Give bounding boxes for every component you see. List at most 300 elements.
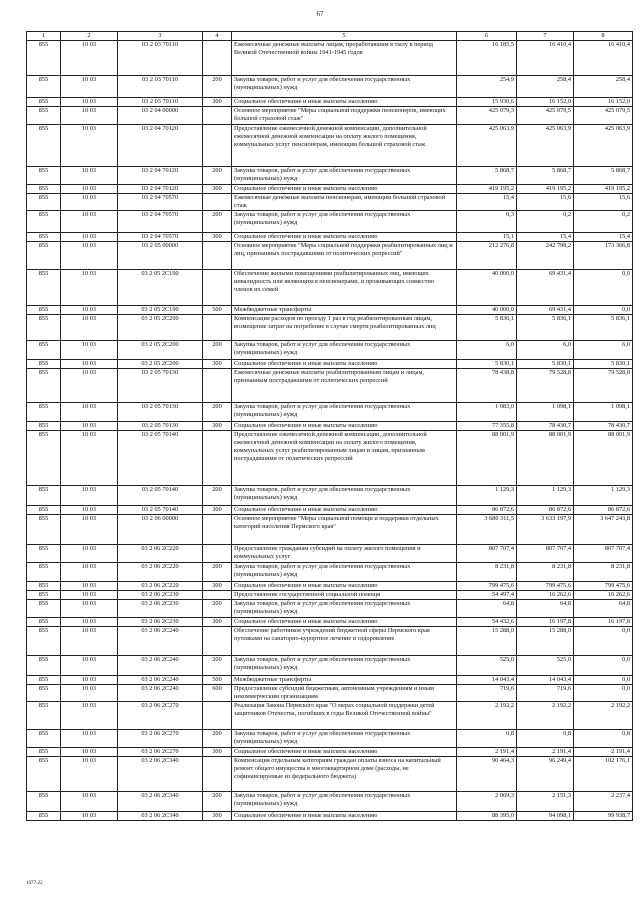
- section-code-cell: 10 03: [61, 506, 118, 515]
- target-article-code-cell: 03 2 06 2C270: [118, 730, 203, 748]
- section-code-cell: 10 03: [61, 748, 118, 757]
- expense-type-code-cell: [203, 515, 232, 545]
- grbs-code-cell: 855: [27, 730, 61, 748]
- table-row: [27, 233, 633, 242]
- section-code-cell: 10 03: [61, 730, 118, 748]
- grbs-code-cell: 855: [27, 211, 61, 233]
- section-code-cell: 10 03: [61, 757, 118, 792]
- target-article-code-cell: 03 2 03 70110: [118, 76, 203, 98]
- expense-type-code-cell: 200: [203, 76, 232, 98]
- amount-year-1-cell: 54 432,6: [457, 618, 517, 627]
- amount-year-1-cell: 3 680 311,5: [457, 515, 517, 545]
- item-name-cell: Обеспечение работников учреждений бюджетной сферы Пермского края путевками на санаторно-курортное лечение и оздоровление: [232, 627, 457, 656]
- expense-type-code-cell: [203, 242, 232, 270]
- budget-table: [26, 31, 633, 821]
- expense-type-code-cell: 200: [203, 341, 232, 360]
- expense-type-code-cell: 300: [203, 748, 232, 757]
- amount-year-3-cell: 15,4: [574, 233, 633, 242]
- amount-year-2-cell: 425 063,9: [517, 125, 574, 167]
- expense-type-code-cell: 500: [203, 306, 232, 315]
- target-article-code-cell: 03 2 05 2C200: [118, 341, 203, 360]
- table-row: [27, 211, 633, 233]
- header-cell: 8: [574, 32, 633, 41]
- table-row: [27, 627, 633, 656]
- table-row: [27, 506, 633, 515]
- section-code-cell: 10 03: [61, 792, 118, 812]
- header-cell: 5: [232, 32, 457, 41]
- item-name-cell: Социальное обеспечение и иные выплаты населению: [232, 360, 457, 369]
- table-row: [27, 730, 633, 748]
- table-row: [27, 369, 633, 403]
- grbs-code-cell: 855: [27, 167, 61, 185]
- target-article-code-cell: 03 2 04 70570: [118, 233, 203, 242]
- amount-year-2-cell: 5 836,1: [517, 315, 574, 341]
- target-article-code-cell: 03 2 05 2C200: [118, 360, 203, 369]
- amount-year-1-cell: 799 475,6: [457, 582, 517, 591]
- amount-year-2-cell: 6,0: [517, 341, 574, 360]
- amount-year-2-cell: 86 872,6: [517, 506, 574, 515]
- expense-type-code-cell: [203, 125, 232, 167]
- amount-year-3-cell: 2 192,2: [574, 702, 633, 730]
- amount-year-3-cell: 5 868,7: [574, 167, 633, 185]
- amount-year-2-cell: 0,2: [517, 211, 574, 233]
- grbs-code-cell: 855: [27, 515, 61, 545]
- expense-type-code-cell: 200: [203, 730, 232, 748]
- amount-year-2-cell: 258,4: [517, 76, 574, 98]
- expense-type-code-cell: 200: [203, 600, 232, 618]
- grbs-code-cell: 855: [27, 194, 61, 211]
- grbs-code-cell: 855: [27, 702, 61, 730]
- expense-type-code-cell: [203, 369, 232, 403]
- grbs-code-cell: 855: [27, 125, 61, 167]
- grbs-code-cell: 855: [27, 792, 61, 812]
- amount-year-3-cell: 6,0: [574, 341, 633, 360]
- section-code-cell: 10 03: [61, 515, 118, 545]
- amount-year-1-cell: 5 868,7: [457, 167, 517, 185]
- amount-year-1-cell: 15,1: [457, 233, 517, 242]
- grbs-code-cell: 855: [27, 107, 61, 125]
- item-name-cell: Закупка товаров, работ и услуг для обеспечения государственных (муниципальных) нужд: [232, 403, 457, 422]
- amount-year-2-cell: 425 079,5: [517, 107, 574, 125]
- target-article-code-cell: 03 2 04 70570: [118, 211, 203, 233]
- amount-year-2-cell: 5 868,7: [517, 167, 574, 185]
- expense-type-code-cell: 200: [203, 792, 232, 812]
- table-row: [27, 41, 633, 76]
- amount-year-2-cell: 799 475,6: [517, 582, 574, 591]
- item-name-cell: Основное мероприятие "Меры социальной поддержки реабилитированных лиц и лиц, признанных пострадавшими от политических репрессий": [232, 242, 457, 270]
- target-article-code-cell: 03 2 05 70130: [118, 403, 203, 422]
- amount-year-1-cell: 90 464,3: [457, 757, 517, 792]
- grbs-code-cell: 855: [27, 600, 61, 618]
- amount-year-2-cell: 719,6: [517, 685, 574, 702]
- section-code-cell: 10 03: [61, 656, 118, 676]
- expense-type-code-cell: [203, 315, 232, 341]
- item-name-cell: Закупка товаров, работ и услуг для обеспечения государственных (муниципальных) нужд: [232, 486, 457, 506]
- expense-type-code-cell: [203, 270, 232, 306]
- table-row: [27, 185, 633, 194]
- target-article-code-cell: 03 2 06 2C240: [118, 656, 203, 676]
- amount-year-2-cell: 96 249,4: [517, 757, 574, 792]
- item-name-cell: Социальное обеспечение и иные выплаты населению: [232, 618, 457, 627]
- expense-type-code-cell: [203, 757, 232, 792]
- amount-year-1-cell: 425 079,3: [457, 107, 517, 125]
- expense-type-code-cell: 200: [203, 167, 232, 185]
- section-code-cell: 10 03: [61, 167, 118, 185]
- table-row: [27, 515, 633, 545]
- grbs-code-cell: 855: [27, 185, 61, 194]
- table-row: [27, 76, 633, 98]
- grbs-code-cell: 855: [27, 233, 61, 242]
- grbs-code-cell: 855: [27, 41, 61, 76]
- item-name-cell: Закупка товаров, работ и услуг для обеспечения государственных (муниципальных) нужд: [232, 211, 457, 233]
- section-code-cell: 10 03: [61, 486, 118, 506]
- amount-year-1-cell: 15 288,0: [457, 627, 517, 656]
- grbs-code-cell: 855: [27, 812, 61, 821]
- item-name-cell: Межбюджетные трансферты: [232, 676, 457, 685]
- amount-year-3-cell: 799 475,6: [574, 582, 633, 591]
- amount-year-2-cell: 15,6: [517, 194, 574, 211]
- amount-year-1-cell: 88 001,9: [457, 431, 517, 486]
- item-name-cell: Закупка товаров, работ и услуг для обеспечения государственных (муниципальных) нужд: [232, 341, 457, 360]
- section-code-cell: 10 03: [61, 185, 118, 194]
- section-code-cell: 10 03: [61, 563, 118, 582]
- amount-year-1-cell: 40 000,0: [457, 270, 517, 306]
- table-row: [27, 702, 633, 730]
- amount-year-3-cell: 88 001,9: [574, 431, 633, 486]
- amount-year-3-cell: 1 098,1: [574, 403, 633, 422]
- amount-year-1-cell: 5 830,1: [457, 360, 517, 369]
- item-name-cell: Компенсация отдельным категориям граждан оплаты взноса на капитальный ремонт общего имущества в многоквартирном доме (расходы, не софинансируемые из федерального бюджета): [232, 757, 457, 792]
- table-row: [27, 306, 633, 315]
- table-row: [27, 748, 633, 757]
- amount-year-3-cell: 3 647 243,8: [574, 515, 633, 545]
- amount-year-1-cell: 525,0: [457, 656, 517, 676]
- section-code-cell: 10 03: [61, 627, 118, 656]
- grbs-code-cell: 855: [27, 627, 61, 656]
- grbs-code-cell: 855: [27, 676, 61, 685]
- expense-type-code-cell: 300: [203, 618, 232, 627]
- amount-year-1-cell: 1 083,0: [457, 403, 517, 422]
- amount-year-2-cell: 15 288,0: [517, 627, 574, 656]
- item-name-cell: Основное мероприятие "Меры социальной помощи и поддержки отдельных категорий населения Пермского края": [232, 515, 457, 545]
- table-row: [27, 582, 633, 591]
- header-cell: 3: [118, 32, 203, 41]
- expense-type-code-cell: 200: [203, 211, 232, 233]
- table-row: [27, 315, 633, 341]
- grbs-code-cell: 855: [27, 582, 61, 591]
- amount-year-1-cell: 212 276,8: [457, 242, 517, 270]
- table-row: [27, 656, 633, 676]
- item-name-cell: Предоставление субсидий бюджетным, автономным учреждениям и иным некоммерческим организациям: [232, 685, 457, 702]
- target-article-code-cell: 03 2 05 70130: [118, 369, 203, 403]
- item-name-cell: Основное мероприятие "Меры социальной поддержки пенсионеров, имеющих большой страховой стаж": [232, 107, 457, 125]
- expense-type-code-cell: 200: [203, 656, 232, 676]
- section-code-cell: 10 03: [61, 242, 118, 270]
- amount-year-1-cell: 2 191,4: [457, 748, 517, 757]
- target-article-code-cell: 03 2 06 2C230: [118, 618, 203, 627]
- grbs-code-cell: 855: [27, 270, 61, 306]
- expense-type-code-cell: 300: [203, 506, 232, 515]
- table-row: [27, 792, 633, 812]
- section-code-cell: 10 03: [61, 676, 118, 685]
- grbs-code-cell: 855: [27, 656, 61, 676]
- target-article-code-cell: 03 2 06 2C240: [118, 627, 203, 656]
- amount-year-1-cell: 1 129,3: [457, 486, 517, 506]
- section-code-cell: 10 03: [61, 107, 118, 125]
- amount-year-1-cell: 425 063,9: [457, 125, 517, 167]
- amount-year-1-cell: 719,6: [457, 685, 517, 702]
- item-name-cell: Ежемесячные денежные выплаты реабилитированным лицам и лицам, признанным пострадавшими от политических репрессий: [232, 369, 457, 403]
- expense-type-code-cell: 200: [203, 563, 232, 582]
- amount-year-1-cell: 15,4: [457, 194, 517, 211]
- grbs-code-cell: 855: [27, 563, 61, 582]
- target-article-code-cell: 03 2 04 70570: [118, 194, 203, 211]
- table-row: [27, 685, 633, 702]
- table-row: [27, 676, 633, 685]
- amount-year-3-cell: 0,0: [574, 685, 633, 702]
- amount-year-1-cell: 15 930,6: [457, 98, 517, 107]
- amount-year-1-cell: 8 231,8: [457, 563, 517, 582]
- section-code-cell: 10 03: [61, 315, 118, 341]
- section-code-cell: 10 03: [61, 233, 118, 242]
- section-code-cell: 10 03: [61, 702, 118, 730]
- expense-type-code-cell: 300: [203, 582, 232, 591]
- section-code-cell: 10 03: [61, 422, 118, 431]
- amount-year-3-cell: 1 129,3: [574, 486, 633, 506]
- target-article-code-cell: 03 2 06 2C240: [118, 685, 203, 702]
- grbs-code-cell: 855: [27, 748, 61, 757]
- amount-year-3-cell: 0,8: [574, 730, 633, 748]
- amount-year-3-cell: 0,0: [574, 627, 633, 656]
- item-name-cell: Реализация Закона Пермского края "О мерах социальной поддержки детей защитников Отечества, погибших в годы Великой Отечественной войны": [232, 702, 457, 730]
- item-name-cell: Социальное обеспечение и иные выплаты населению: [232, 422, 457, 431]
- expense-type-code-cell: 300: [203, 360, 232, 369]
- grbs-code-cell: 855: [27, 315, 61, 341]
- amount-year-2-cell: 69 431,4: [517, 306, 574, 315]
- amount-year-1-cell: 419 195,2: [457, 185, 517, 194]
- amount-year-2-cell: 419 195,2: [517, 185, 574, 194]
- amount-year-3-cell: 0,0: [574, 270, 633, 306]
- amount-year-1-cell: 2 069,3: [457, 792, 517, 812]
- section-code-cell: 10 03: [61, 76, 118, 98]
- table-row: [27, 270, 633, 306]
- target-article-code-cell: 03 2 06 2C270: [118, 748, 203, 757]
- header-cell: 7: [517, 32, 574, 41]
- section-code-cell: 10 03: [61, 211, 118, 233]
- amount-year-2-cell: 2 151,3: [517, 792, 574, 812]
- amount-year-3-cell: 419 195,2: [574, 185, 633, 194]
- item-name-cell: Компенсация расходов по проезду 1 раз в год реабилитированным лицам, возмещение затрат на погребение в случае смерти реабилитированных лиц: [232, 315, 457, 341]
- amount-year-3-cell: 5 836,1: [574, 315, 633, 341]
- target-article-code-cell: 03 2 06 2C270: [118, 702, 203, 730]
- amount-year-3-cell: 0,0: [574, 656, 633, 676]
- amount-year-2-cell: 94 098,1: [517, 812, 574, 821]
- amount-year-3-cell: 16 410,4: [574, 41, 633, 76]
- amount-year-1-cell: 254,9: [457, 76, 517, 98]
- grbs-code-cell: 855: [27, 422, 61, 431]
- amount-year-2-cell: 0,8: [517, 730, 574, 748]
- section-code-cell: 10 03: [61, 403, 118, 422]
- section-code-cell: 10 03: [61, 360, 118, 369]
- amount-year-3-cell: 102 176,1: [574, 757, 633, 792]
- grbs-code-cell: 855: [27, 618, 61, 627]
- expense-type-code-cell: 200: [203, 486, 232, 506]
- grbs-code-cell: 855: [27, 98, 61, 107]
- amount-year-1-cell: 40 000,0: [457, 306, 517, 315]
- amount-year-1-cell: 14 043,4: [457, 676, 517, 685]
- expense-type-code-cell: 300: [203, 98, 232, 107]
- amount-year-1-cell: 64,8: [457, 600, 517, 618]
- item-name-cell: Закупка товаров, работ и услуг для обеспечения государственных (муниципальных) нужд: [232, 656, 457, 676]
- table-row: [27, 486, 633, 506]
- table-row: [27, 600, 633, 618]
- amount-year-1-cell: 54 497,4: [457, 591, 517, 600]
- table-row: [27, 403, 633, 422]
- table-row: [27, 167, 633, 185]
- target-article-code-cell: 03 2 04 70120: [118, 185, 203, 194]
- target-article-code-cell: 03 2 06 2C240: [118, 676, 203, 685]
- item-name-cell: Межбюджетные трансферты: [232, 306, 457, 315]
- amount-year-2-cell: 16 262,6: [517, 591, 574, 600]
- amount-year-1-cell: 86 872,6: [457, 506, 517, 515]
- target-article-code-cell: 03 2 04 70120: [118, 125, 203, 167]
- amount-year-2-cell: 79 528,8: [517, 369, 574, 403]
- amount-year-3-cell: 258,4: [574, 76, 633, 98]
- amount-year-2-cell: 5 830,1: [517, 360, 574, 369]
- amount-year-1-cell: 5 836,1: [457, 315, 517, 341]
- amount-year-3-cell: 425 063,9: [574, 125, 633, 167]
- item-name-cell: Социальное обеспечение и иные выплаты населению: [232, 582, 457, 591]
- target-article-code-cell: 03 2 06 2C340: [118, 812, 203, 821]
- section-code-cell: 10 03: [61, 618, 118, 627]
- target-article-code-cell: 03 2 05 70140: [118, 431, 203, 486]
- amount-year-2-cell: 807 707,4: [517, 545, 574, 563]
- table-row: [27, 107, 633, 125]
- target-article-code-cell: 03 2 05 2C190: [118, 270, 203, 306]
- item-name-cell: Предоставление гражданам субсидий на оплату жилого помещения и коммунальных услуг: [232, 545, 457, 563]
- amount-year-2-cell: 88 001,9: [517, 431, 574, 486]
- header-cell: 1: [27, 32, 61, 41]
- grbs-code-cell: 855: [27, 369, 61, 403]
- table-row: [27, 341, 633, 360]
- table-header-row: [27, 32, 633, 41]
- target-article-code-cell: 03 2 03 70110: [118, 98, 203, 107]
- target-article-code-cell: 03 2 05 00000: [118, 242, 203, 270]
- amount-year-3-cell: 173 366,8: [574, 242, 633, 270]
- amount-year-3-cell: 2 237,4: [574, 792, 633, 812]
- grbs-code-cell: 855: [27, 545, 61, 563]
- amount-year-3-cell: 16 262,6: [574, 591, 633, 600]
- amount-year-2-cell: 16 410,4: [517, 41, 574, 76]
- target-article-code-cell: 03 2 06 2C230: [118, 600, 203, 618]
- grbs-code-cell: 855: [27, 757, 61, 792]
- item-name-cell: Социальное обеспечение и иные выплаты населению: [232, 98, 457, 107]
- page-number: 67: [316, 10, 324, 18]
- target-article-code-cell: 03 2 06 2C340: [118, 792, 203, 812]
- header-cell: 2: [61, 32, 118, 41]
- amount-year-1-cell: 16 185,5: [457, 41, 517, 76]
- expense-type-code-cell: [203, 107, 232, 125]
- target-article-code-cell: 03 2 06 2C340: [118, 757, 203, 792]
- amount-year-3-cell: 99 938,7: [574, 812, 633, 821]
- target-article-code-cell: 03 2 06 2C220: [118, 545, 203, 563]
- section-code-cell: 10 03: [61, 582, 118, 591]
- item-name-cell: Социальное обеспечение и иные выплаты населению: [232, 233, 457, 242]
- table-row: [27, 545, 633, 563]
- table-body: [27, 41, 633, 821]
- grbs-code-cell: 855: [27, 403, 61, 422]
- amount-year-1-cell: 78 438,8: [457, 369, 517, 403]
- grbs-code-cell: 855: [27, 242, 61, 270]
- expense-type-code-cell: 300: [203, 233, 232, 242]
- item-name-cell: Ежемесячные денежные выплаты пенсионерам, имеющим большой страховой стаж: [232, 194, 457, 211]
- amount-year-3-cell: 16 152,0: [574, 98, 633, 107]
- grbs-code-cell: 855: [27, 306, 61, 315]
- amount-year-1-cell: 0,8: [457, 730, 517, 748]
- amount-year-2-cell: 525,0: [517, 656, 574, 676]
- expense-type-code-cell: [203, 431, 232, 486]
- amount-year-2-cell: 78 430,7: [517, 422, 574, 431]
- table-row: [27, 618, 633, 627]
- grbs-code-cell: 855: [27, 76, 61, 98]
- item-name-cell: Социальное обеспечение и иные выплаты населению: [232, 506, 457, 515]
- amount-year-2-cell: 1 129,3: [517, 486, 574, 506]
- amount-year-2-cell: 3 633 197,9: [517, 515, 574, 545]
- amount-year-2-cell: 15,4: [517, 233, 574, 242]
- target-article-code-cell: 03 2 06 2C220: [118, 582, 203, 591]
- item-name-cell: Социальное обеспечение и иные выплаты населению: [232, 812, 457, 821]
- item-name-cell: Закупка товаров, работ и услуг для обеспечения государственных (муниципальных) нужд: [232, 167, 457, 185]
- amount-year-1-cell: 6,0: [457, 341, 517, 360]
- section-code-cell: 10 03: [61, 685, 118, 702]
- amount-year-1-cell: 88 395,0: [457, 812, 517, 821]
- target-article-code-cell: 03 2 06 00000: [118, 515, 203, 545]
- expense-type-code-cell: [203, 41, 232, 76]
- amount-year-3-cell: 79 528,8: [574, 369, 633, 403]
- amount-year-1-cell: 807 707,4: [457, 545, 517, 563]
- item-name-cell: Закупка товаров, работ и услуг для обеспечения государственных (муниципальных) нужд: [232, 563, 457, 582]
- target-article-code-cell: 03 2 05 70140: [118, 506, 203, 515]
- expense-type-code-cell: [203, 627, 232, 656]
- grbs-code-cell: 855: [27, 506, 61, 515]
- expense-type-code-cell: 600: [203, 685, 232, 702]
- section-code-cell: 10 03: [61, 125, 118, 167]
- section-code-cell: 10 03: [61, 341, 118, 360]
- expense-type-code-cell: 300: [203, 422, 232, 431]
- amount-year-2-cell: 1 098,1: [517, 403, 574, 422]
- target-article-code-cell: 03 2 06 2C230: [118, 591, 203, 600]
- amount-year-2-cell: 242 798,2: [517, 242, 574, 270]
- expense-type-code-cell: 300: [203, 812, 232, 821]
- amount-year-2-cell: 16 152,0: [517, 98, 574, 107]
- amount-year-2-cell: 8 231,8: [517, 563, 574, 582]
- expense-type-code-cell: [203, 702, 232, 730]
- amount-year-2-cell: 2 191,4: [517, 748, 574, 757]
- item-name-cell: Закупка товаров, работ и услуг для обеспечения государственных (муниципальных) нужд: [232, 76, 457, 98]
- item-name-cell: Социальное обеспечение и иные выплаты населению: [232, 185, 457, 194]
- target-article-code-cell: 03 2 05 2C200: [118, 315, 203, 341]
- table-row: [27, 591, 633, 600]
- table-row: [27, 812, 633, 821]
- amount-year-3-cell: 16 197,8: [574, 618, 633, 627]
- table-row: [27, 194, 633, 211]
- amount-year-2-cell: 69 431,4: [517, 270, 574, 306]
- item-name-cell: Обеспечение жилыми помещениями реабилитированных лиц, имеющих инвалидность или являющихся пенсионерами, и проживающих совместно членов их семей: [232, 270, 457, 306]
- table-row: [27, 125, 633, 167]
- section-code-cell: 10 03: [61, 545, 118, 563]
- table-row: [27, 98, 633, 107]
- item-name-cell: Закупка товаров, работ и услуг для обеспечения государственных (муниципальных) нужд: [232, 600, 457, 618]
